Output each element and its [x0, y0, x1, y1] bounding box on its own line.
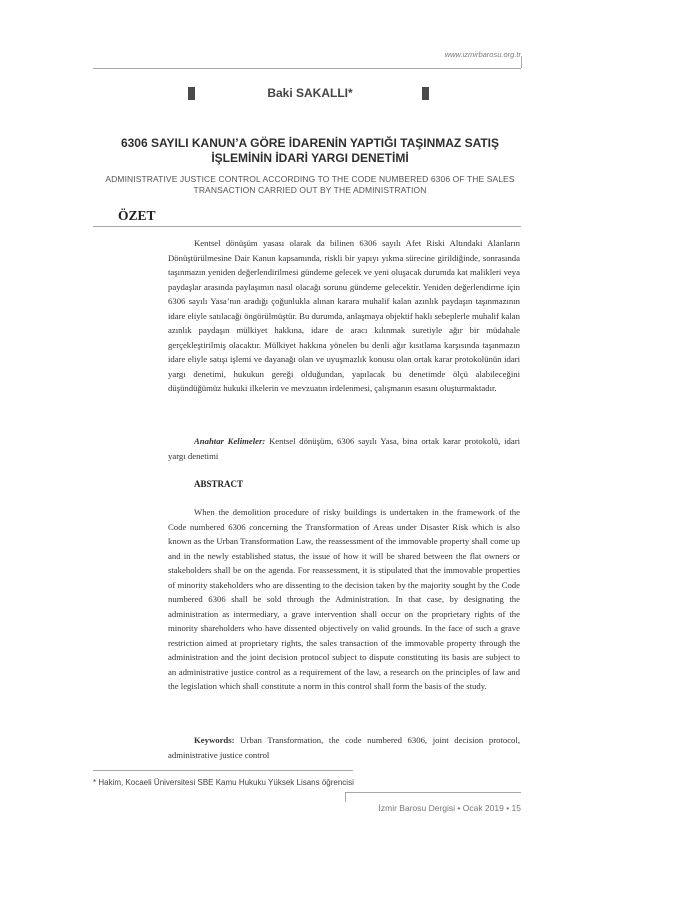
title-line-2: İŞLEMİNİN İDARİ YARGI DENETİMİ: [211, 151, 409, 165]
ozet-rule: [93, 226, 521, 227]
anahtar-text: Kentsel dönüşüm, 6306 sayılı Yasa, bina ortak karar protokolü, idari yargı denetimi: [168, 436, 521, 461]
title-line-1: 6306 SAYILI KANUN’A GÖRE İDARENİN YAPTIĞI TAŞINMAZ SATIŞ: [120, 136, 500, 150]
page-footer-tick: [345, 792, 346, 802]
english-title: [70, 174, 550, 196]
ozet-paragraph: Kentsel dönüşüm yasası olarak da bilinen 6306 sayılı Afet Riski Altındaki Alanların Dönüştürülmesine Dair Kanun kapsamında, riskli bir yapıyı yıkma sürecine girildiğinde, sonrasında taşınmazın yeniden değerlendirilmesi gündeme gelecek ve yeni oluşacak durumda kat malikleri veya paydaşlar arasında paylaşımın nasıl olacağı sorunu gündeme gelecektir. Yeniden değerlendirme için 6306 sayılı Yasa’nın aradığı çoğunlukla alınan karara muhalif kalan azınlık paydaşın taşınmazının idare eliyle satılacağı öngörülmüştür. Bu durumda, anlaşmaya objektif haklı sebeplerle muhalif kalan azınlık paydaşın mülkiyet hakkına, idare de aracı kılınmak suretiyle ağır bir müdahale gerçekleştirilmiş olacaktır. Mülkiyet hakkına yönelen bu denli ağır kısıtlama karşısında taşınmazın idare eliyle satışı işlemi ve dayanağı olan ve uyuşmazlık konusu olan ortak karar protokolünün idari yargı denetimi, hukukun gereği olduğundan, yapılacak bu denetimde ölçü alabileceğini düşündüğümüz hukuki ilkelerin ve mevzuatın irdelenmesi, çalışmanın esasını oluşturmaktadır.: [168, 238, 520, 393]
abstract-heading: ABSTRACT: [194, 479, 244, 489]
right-marker: [422, 87, 429, 100]
header-url: www.izmirbarosu.org.tr: [444, 50, 521, 59]
footnote: * Hakim, Kocaeli Üniversitesi SBE Kamu Hukuku Yüksek Lisans öğrencisi: [93, 778, 354, 787]
article-title: [95, 136, 525, 166]
author-name: Baki SAKALLI*: [267, 86, 353, 100]
header-rule: [93, 68, 521, 69]
ozet-heading: ÖZET: [118, 208, 156, 223]
page-footer-rule: [345, 792, 521, 793]
keywords-label: Keywords:: [194, 735, 235, 745]
footnote-rule: [93, 770, 353, 771]
keywords: [168, 733, 520, 762]
anahtar-label: Anahtar Kelimeler:: [194, 436, 266, 446]
abstract-paragraph: When the demolition procedure of risky buildings is undertaken in the framework of the Code numbered 6306 concerning the Transformation of Areas under Disaster Risk which is also known as the Urban Transformation Law, the reassessment of the immovable property shall come up and in the newly established status, the issue of how it will be shared between the flat owners or stakeholders shall be on the agenda. For reassessment, it is stipulated that the immovable properties of minority stakeholders who are dissenting to the decision taken by the majority sought by the Code numbered 6306 shall be sold through the Administration. In that case, by designating the administration as intermediary, a grave intervention shall occur on the proprietary rights of the minority shareholders who have dissented objectively on valid grounds. In the face of such a grave restriction aimed at proprietary rights, the sales transaction of the immovable property through the administration and the joint decision protocol subject to dispute constituting its basis are subject to an administrative justice control as a requirement of the law, a research on the principles of law and the legislation which shall constitute a norm in this control shall form the basis of the study.: [168, 507, 520, 691]
subtitle-line-2: TRANSACTION CARRIED OUT BY THE ADMINISTRATION: [193, 185, 427, 195]
left-marker: [188, 87, 195, 100]
header-rule-corner: [430, 56, 522, 68]
keywords-text: Urban Transformation, the code numbered 6306, joint decision protocol, administrative justice control: [168, 735, 520, 760]
page-footer: İzmir Barosu Dergisi • Ocak 2019 • 15: [378, 803, 521, 813]
subtitle-line-1: ADMINISTRATIVE JUSTICE CONTROL ACCORDING TO THE CODE NUMBERED 6306 OF THE SALES: [105, 174, 515, 184]
anahtar-kelimeler: [168, 434, 520, 463]
